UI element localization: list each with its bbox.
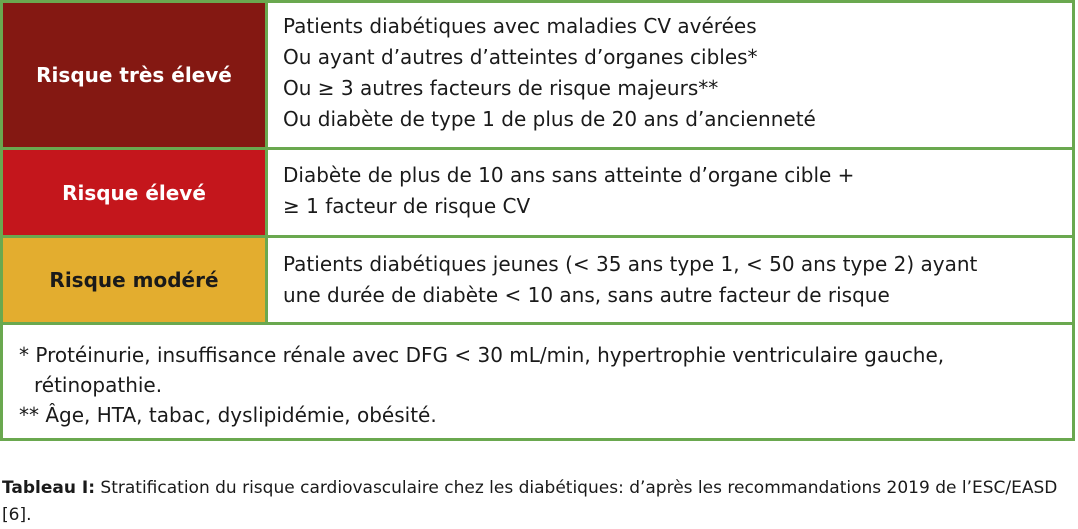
footnote-line: rétinopathie.: [34, 373, 163, 397]
risk-label-very-high: Risque très élevé: [3, 3, 268, 147]
description-line: une durée de diabète < 10 ans, sans autre facteur de risque: [283, 283, 890, 307]
description-line: Ou ayant d’autres d’atteintes d’organes cibles*: [283, 45, 758, 69]
table-row: [3, 238, 1072, 325]
footnote-line: ** Âge, HTA, tabac, dyslipidémie, obésité.: [19, 403, 437, 427]
risk-description: [268, 238, 1072, 322]
description-line: Patients diabétiques jeunes (< 35 ans type 1, < 50 ans type 2) ayant: [283, 252, 978, 276]
table-caption: [2, 475, 1078, 529]
description-line: Diabète de plus de 10 ans sans atteinte d’organe cible +: [283, 163, 855, 187]
table-footnotes: [3, 325, 1072, 438]
table-row: [3, 3, 1072, 150]
risk-description: [268, 150, 1072, 235]
risk-description: [268, 3, 1072, 147]
description-line: Patients diabétiques avec maladies CV avérées: [283, 14, 757, 38]
risk-label-high: Risque élevé: [3, 150, 268, 235]
description-line: ≥ 1 facteur de risque CV: [283, 194, 531, 218]
caption-label: Tableau I:: [2, 478, 96, 498]
caption-text: Stratification du risque cardiovasculaire chez les diabétiques: d’après les recommandations 2019 de l’ESC/EASD [6].: [2, 478, 1058, 525]
description-line: Ou ≥ 3 autres facteurs de risque majeurs**: [283, 76, 719, 100]
table-row: [3, 150, 1072, 238]
footnote-line: * Protéinurie, insuffisance rénale avec DFG < 30 mL/min, hypertrophie ventriculaire gauche,: [19, 343, 945, 367]
risk-label-moderate: Risque modéré: [3, 238, 268, 322]
description-line: Ou diabète de type 1 de plus de 20 ans d’ancienneté: [283, 107, 816, 131]
